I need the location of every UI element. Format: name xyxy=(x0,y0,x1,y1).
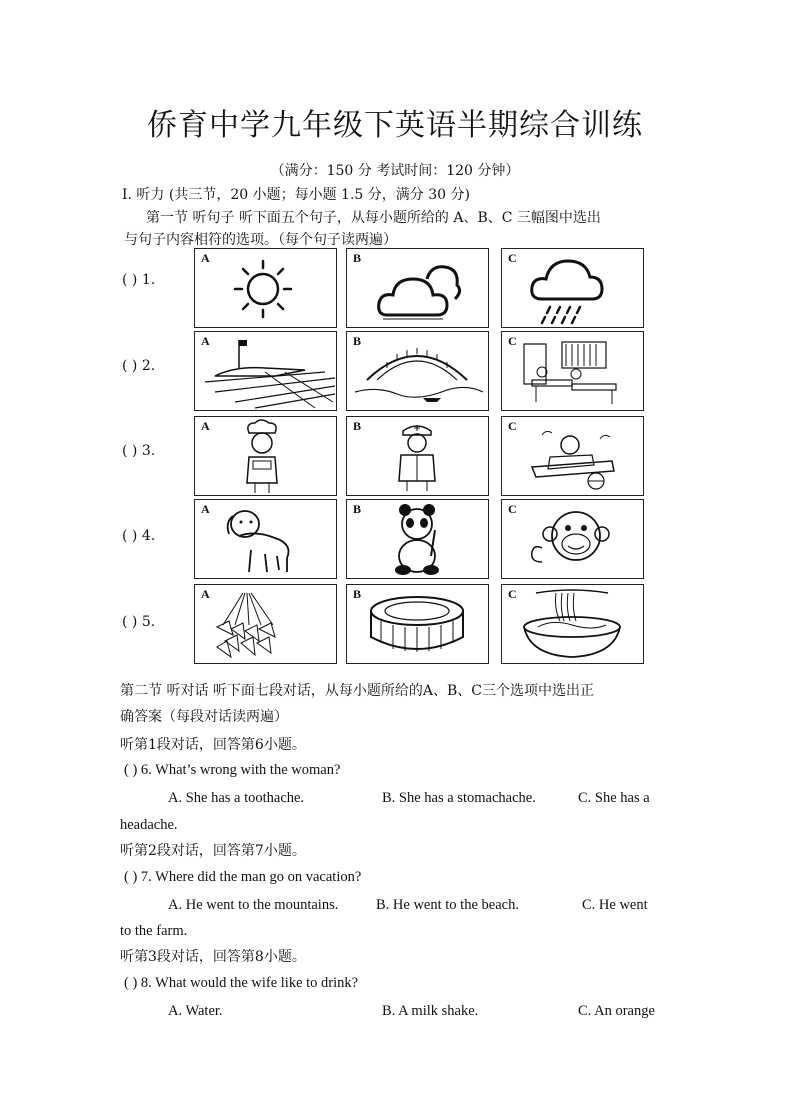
dialog-2-intro: 听第2段对话，回答第7小题。 xyxy=(120,843,306,859)
option-label: B xyxy=(353,587,362,601)
question-6-option-c-cont: headache. xyxy=(120,817,178,833)
question-8-stem: ( ) 8. What would the wife like to drink? xyxy=(124,975,359,991)
q5-option-b xyxy=(346,584,489,664)
question-7-option-b: B. He went to the beach. xyxy=(376,897,519,913)
q1-option-c xyxy=(501,248,644,328)
option-label: B xyxy=(353,251,362,265)
q2-option-c xyxy=(501,331,644,411)
option-label: A xyxy=(201,502,210,516)
dialog-1-intro: 听第1段对话，回答第6小题。 xyxy=(120,737,306,753)
zongzi-icon xyxy=(195,585,336,663)
section-heading: Ⅰ. 听力 (共三节，20 小题；每小题 1.5 分，满分 30 分) xyxy=(122,187,470,203)
part2-instruction-2: 确答案（每段对话读两遍） xyxy=(120,709,288,725)
cook-icon xyxy=(195,417,336,495)
option-label: B xyxy=(353,334,362,348)
noodles-icon xyxy=(502,585,643,663)
question-6-option-a: A. She has a toothache. xyxy=(168,790,305,806)
cloudy-icon xyxy=(347,249,488,327)
option-label: C xyxy=(508,334,517,348)
question-6-option-b: B. She has a stomachache. xyxy=(382,790,536,806)
option-label: A xyxy=(201,587,210,601)
part1-instruction-2: 与句子内容相符的选项。（每个句子读两遍） xyxy=(124,232,397,248)
question-6-option-c: C. She has a xyxy=(578,790,650,806)
option-label: C xyxy=(508,502,517,516)
sun-icon xyxy=(195,249,336,327)
doctor-icon xyxy=(347,417,488,495)
dog-icon xyxy=(195,500,336,578)
option-label: C xyxy=(508,587,517,601)
option-label: A xyxy=(201,419,210,433)
question-7-option-a: A. He went to the mountains. xyxy=(168,897,339,913)
bridge-icon xyxy=(347,332,488,410)
question-7-stem: ( ) 7. Where did the man go on vacation? xyxy=(124,869,362,885)
boat-icon xyxy=(195,332,336,410)
question-1-label: ( ) 1. xyxy=(122,272,156,288)
option-label: C xyxy=(508,419,517,433)
mooncake-icon xyxy=(347,585,488,663)
q4-option-a xyxy=(194,499,337,579)
page-title: 侨育中学九年级下英语半期综合训练 xyxy=(147,108,643,143)
question-4-label: ( ) 4. xyxy=(122,528,156,544)
exam-info: （满分：150 分 考试时间：120 分钟） xyxy=(270,163,520,179)
option-label: B xyxy=(353,419,362,433)
question-5-label: ( ) 5. xyxy=(122,614,156,630)
monkey-icon xyxy=(502,500,643,578)
question-8-option-a: A. Water. xyxy=(168,1003,223,1019)
question-2-label: ( ) 2. xyxy=(122,358,156,374)
question-8-option-c: C. An orange xyxy=(578,1003,655,1019)
q3-option-a xyxy=(194,416,337,496)
q2-option-b xyxy=(346,331,489,411)
q3-option-c xyxy=(501,416,644,496)
question-7-option-c: C. He went xyxy=(582,897,648,913)
dialog-3-intro: 听第3段对话，回答第8小题。 xyxy=(120,949,306,965)
option-label: A xyxy=(201,334,210,348)
question-3-label: ( ) 3. xyxy=(122,443,156,459)
part2-instruction-1: 第二节 听对话 听下面七段对话，从每小题所给的A、B、C三个选项中选出正 xyxy=(120,683,595,699)
pilot-icon xyxy=(502,417,643,495)
panda-icon xyxy=(347,500,488,578)
q3-option-b xyxy=(346,416,489,496)
question-8-option-b: B. A milk shake. xyxy=(382,1003,479,1019)
option-label: A xyxy=(201,251,210,265)
part1-instruction-1: 第一节 听句子 听下面五个句子，从每小题所给的 A、B、C 三幅图中选出 xyxy=(146,210,601,226)
library-icon xyxy=(502,332,643,410)
rain-icon xyxy=(502,249,643,327)
q4-option-b xyxy=(346,499,489,579)
option-label: C xyxy=(508,251,517,265)
option-label: B xyxy=(353,502,362,516)
question-7-option-c-cont: to the farm. xyxy=(120,923,188,939)
q1-option-a xyxy=(194,248,337,328)
q5-option-a xyxy=(194,584,337,664)
question-6-stem: ( ) 6. What’s wrong with the woman? xyxy=(124,762,341,778)
q1-option-b xyxy=(346,248,489,328)
q2-option-a xyxy=(194,331,337,411)
q5-option-c xyxy=(501,584,644,664)
q4-option-c xyxy=(501,499,644,579)
